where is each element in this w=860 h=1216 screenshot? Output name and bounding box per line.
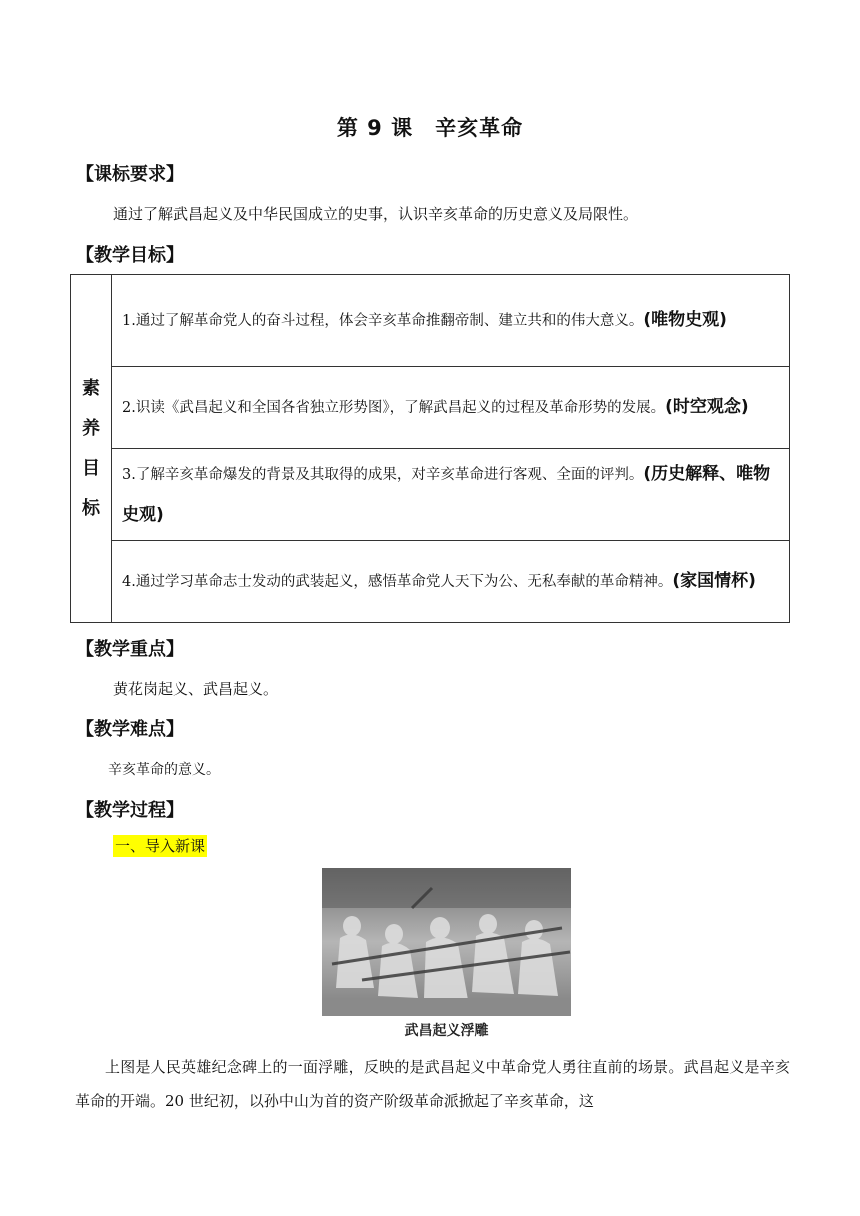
page-title: 第 9 课 辛亥革命 <box>336 116 524 140</box>
objectives-label-cell <box>71 275 112 623</box>
difficulties-heading: 【教学难点】 <box>76 719 184 740</box>
body-paragraph: 上图是人民英雄纪念碑上的一面浮雕，反映的是武昌起义中革命党人勇往直前的场景。武昌起义是辛亥革命的开端。20 世纪初，以孙中山为首的资产阶级革命派掀起了辛亥革命，这 <box>75 1058 790 1110</box>
objective-item <box>112 449 790 541</box>
objectives-heading: 【教学目标】 <box>76 245 184 266</box>
key-points-text: 黄花岗起义、武昌起义。 <box>113 680 279 698</box>
standard-text: 通过了解武昌起义及中华民国成立的史事，认识辛亥革命的历史意义及局限性。 <box>113 205 639 223</box>
label-char: 目 <box>82 457 100 479</box>
objective-text: 1.通过了解革命党人的奋斗过程，体会辛亥革命推翻帝制、建立共和的伟大意义。 <box>122 313 644 329</box>
objective-text: 3.了解辛亥革命爆发的背景及其取得的成果，对辛亥革命进行客观、全面的评判。 <box>122 466 644 483</box>
step-heading <box>113 835 207 856</box>
objective-tag: (历史解释、唯物史观) <box>122 463 771 525</box>
objective-item <box>112 367 790 449</box>
label-char: 标 <box>82 497 100 519</box>
objective-text: 4.通过学习革命志士发动的武装起义，感悟革命党人天下为公、无私奉献的革命精神。 <box>122 574 673 590</box>
label-char: 养 <box>82 417 100 439</box>
process-heading: 【教学过程】 <box>76 800 184 821</box>
objective-tag: (唯物史观) <box>643 310 727 330</box>
objective-item <box>112 275 790 367</box>
objective-item <box>112 541 790 623</box>
relief-image <box>322 868 571 1016</box>
objective-tag: (时空观念) <box>665 397 749 417</box>
highlighted-step: 一、导入新课 <box>115 837 206 855</box>
objectives-table <box>70 274 790 623</box>
relief-sculpture-illustration <box>322 868 571 1016</box>
objective-text: 2.识读《武昌起义和全国各省独立形势图》，了解武昌起义的过程及革命形势的发展。 <box>122 400 666 416</box>
objective-tag: (家国情杯) <box>672 571 756 591</box>
key-points-heading: 【教学重点】 <box>76 639 184 660</box>
label-char: 素 <box>82 377 100 399</box>
difficulties-text: 辛亥革命的意义。 <box>108 762 220 778</box>
image-caption: 武昌起义浮雕 <box>404 1023 489 1039</box>
standard-heading: 【课标要求】 <box>76 164 184 185</box>
